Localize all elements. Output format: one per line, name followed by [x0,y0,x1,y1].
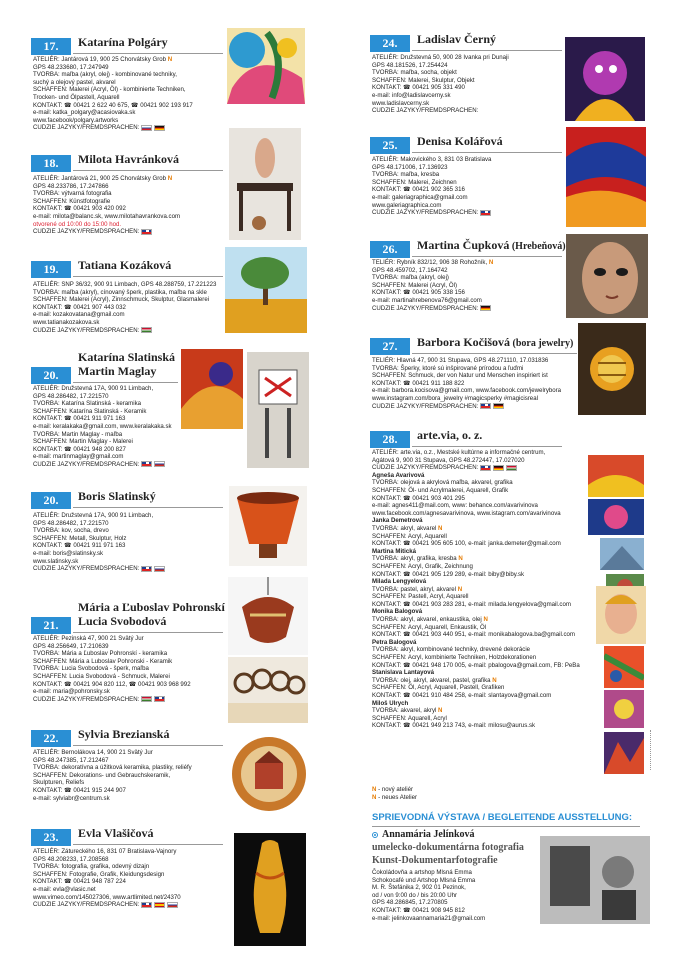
artwork-thumbnail [181,349,243,429]
artist-name-second: Lucia Svobodová [78,614,167,628]
divider [650,730,652,770]
detail-line: e-mail: evla@vlasic.net [33,885,96,893]
flag-gb-icon [141,566,152,572]
artwork-thumbnail [578,323,646,415]
detail-line: www.galeriagraphica.com [372,201,442,209]
detail-line: SCHAFFEN: Aquarell, Acryl [372,714,447,722]
artist-name: Sylvia Brezianská [78,727,170,741]
flag-de-icon [480,305,491,311]
flag-hu-icon [506,465,517,471]
detail-line: TVORBA: maľba (akryl, olej) [372,274,449,282]
artist-name: Ladislav Černý [417,32,497,46]
detail-line: CUDZIE JAZYKY/FREMDSPRACHEN: [372,403,561,411]
detail-line: CUDZIE JAZYKY/FREMDSPRACHEN: [33,565,165,573]
detail-line: www.ladislavcerny.sk [372,99,430,107]
entry-details [33,749,192,802]
detail-line: CUDZIE JAZYKY/FREMDSPRACHEN: [372,464,580,472]
entry-details [33,281,216,334]
artwork-thumbnail [234,833,306,946]
detail-line: TVORBA: maľba (akryl, olej) - kombinované techniky, [33,71,177,79]
flag-gb-icon [480,403,491,409]
detail-line: TVORBA: olejová a akrylová maľba, akvarel, grafika [372,479,513,487]
flag-gb-icon [141,229,152,235]
detail-line: GPS 48.286482, 17.221570 [33,392,109,400]
detail-line: KONTAKT: ☎ 00421 948 200 827 [33,445,126,453]
detail-line: SCHAFFEN: Künstfotografie [33,197,111,205]
detail-line: GPS 48.171006, 17.136923 [372,163,448,171]
flag-sk-icon [141,125,152,131]
member-name: Janka Demetrová [372,517,423,525]
flag-gb-icon [480,210,491,216]
detail-line: KONTAKT: ☎ 00421 903 420 092 [33,205,126,213]
detail-line: ATELIÉR: Zátureckého 16, 831 07 Bratislava-Vajnory [33,848,177,855]
detail-line: www.instagram.com/bora_jewelry #magicsperky #magicisreal [372,394,538,402]
artwork-thumbnail [588,499,644,535]
detail-line: Skulpturen, Reliefs [33,779,85,787]
detail-line: TVORBA: maľba, kresba [372,171,440,179]
detail-line: SCHAFFEN: Metall, Skulptur, Holz [33,534,127,542]
detail-line: GPS 48.256649, 17.210639 [33,642,109,650]
entry-number: 18. [31,155,71,172]
flag-es-icon [154,902,165,908]
entry-details [33,385,172,469]
detail-line: e-mail: kozakovatana@gmail.com [33,311,125,319]
detail-line: TVORBA: Mária a Ľuboslav Pohronskí - keramika [33,650,168,658]
member-name: Martina Mitická [372,547,417,555]
detail-line: SCHAFFEN: Öl- und Acrylmalerei, Aquarell, Grafik [372,486,509,494]
member-name: Petra Balogová [372,638,417,646]
detail-line: KONTAKT: ☎ 00421 949 213 743, e-mail: milosu@aurus.sk [372,722,536,730]
artwork-thumbnail [604,732,644,774]
entry-number: 19. [31,261,71,278]
artwork-thumbnail [588,455,644,497]
detail-line: GPS 48.233680, 17.247949 [33,63,109,71]
detail-line: TVORBA: maľba (akryl), cínovaný šperk, plastika, maľba na skle [33,288,207,296]
detail-line: e-mail: galeriagraphica@gmail.com [372,193,468,201]
detail-line: KONTAKT: ☎ 00421 903 283 281, e-mail: milada.lengyelova@gmail.com [372,600,571,608]
new-atelier-marker: N [458,555,463,563]
entry-number: 27. [370,338,410,355]
special-exhibition-title: SPRIEVODNÁ VÝSTAVA / BEGLEITENDE AUSSTELLUNG: [372,812,633,823]
detail-line: SCHAFFEN: Martin Maglay - Malerei [33,438,133,446]
detail-line: GPS 48.233786, 17.247866 [33,182,109,190]
detail-line: TVORBA: akryl, akvarel N [372,524,443,532]
flag-ru-icon [154,566,165,572]
new-atelier-marker: N [167,56,173,63]
artwork-thumbnail [540,836,650,924]
entry-number: 22. [31,730,71,747]
detail-line: TVORBA: fotografia, grafika, odevný dizajn [33,863,150,871]
detail-line: KONTAKT: ☎ 00421 905 338 156 [372,289,465,297]
new-atelier-marker: N [438,707,443,715]
detail-line: TELIÉR: Rybník 832/12, 906 38 Rohožník, N [372,259,494,266]
detail-line: ATELIÉR: Družstevná 17A, 900 91 Limbach, [33,385,154,392]
detail-line: KONTAKT: ☎ 00421 2 622 40 675, ☎ 00421 902 193 917 [33,101,193,109]
detail-line: CUDZIE JAZYKY/FREMDSPRACHEN: [33,461,172,469]
detail-line: ATELIÉR: Jantárová 21, 900 25 Chorvátsky Grob N [33,175,173,182]
detail-line: CUDZIE JAZYKY/FREMDSPRACHEN: [33,901,181,909]
special-subtitle-sk: umelecko-dokumentárna fotografia [372,842,524,853]
entry-details [33,848,181,909]
detail-line: TVORBA: akvarel, akryl N [372,707,443,715]
detail-line: otvorené od 10:00 do 15:00 hod. [33,220,122,228]
artwork-thumbnail [604,646,644,688]
new-atelier-marker: N [488,259,494,266]
flag-ru-icon [167,902,178,908]
detail-line: ATELIÉR: Pezinská 47, 900 21 Svätý Jur [33,635,144,642]
detail-line: TVORBA: Šperky, ktoré sú inšpirované prírodou a ľuďmi [372,364,524,372]
detail-line: ATELIÉR: Makovického 3, 831 03 Bratislava [372,156,492,163]
detail-line: SCHAFFEN: Pastell, Acryl, Aquarell [372,593,469,601]
artist-name-second: Martin Maglay [78,364,157,378]
detail-line: GPS 48.208233, 17.208568 [33,855,109,863]
detail-line: TELIÉR: Hlavná 47, 900 31 Stupava, GPS 48.271110, 17.031836 [372,357,549,364]
entry-28 [339,424,678,730]
detail-line: SCHAFFEN: Dekorations- und Gebrauchskeramik, [33,771,171,779]
artist-name: Evla Vlašičová [78,826,154,840]
artwork-thumbnail [225,247,307,333]
entry-number: 17. [31,38,71,55]
detail-line: SCHAFFEN: Schmuck, der von Natur und Menschen inspiriert ist [372,372,548,380]
flag-de-icon [493,403,504,409]
special-subtitle-de: Kunst-Dokumentarfotografie [372,855,498,866]
detail-line: TVORBA: olej, akryl, akvarel, pastel, grafika N [372,676,497,684]
artwork-thumbnail [229,486,307,566]
entry-number: 20. [31,492,71,509]
detail-line: Agátová 9, 900 31 Stupava, GPS 48.272447, 17.027020 [372,456,525,464]
special-details: Čokoládovňa a artshop Mlsná Emma Schokocafé und Artshop Mlsná Emma M. R. Štefánika 2, 902 01 Pezinok, od / von 9:00 do / bis 20:00 Uhr GPS 48.286845, 17.270805 KONTAKT: ☎ 00421 908 945 812 e-mail: jelinkovaannamaria21@gmail.com [372,869,486,922]
detail-line: KONTAKT: ☎ 00421 948 787 224 [33,878,126,886]
detail-line: SCHAFFEN: Malerei (Acryl, Öl) - kombinierte Techniken, [33,86,186,94]
flag-gb-icon [154,696,165,702]
detail-line: TVORBA: Martin Maglay - maľba [33,430,123,438]
detail-line: e-mail: agnes411@mail.com, www: behance.com/avarivinova [372,502,538,510]
detail-line: ATELIÉR: arte.via, o.z., Mestské kultúrne a informačné centrum, [372,449,546,456]
detail-line: e-mail: info@ladislavcerny.sk [372,91,451,99]
detail-line: e-mail: barbora.kocisova@gmail.com, www.facebook.com/jewelrybora [372,387,562,395]
flag-gb-icon [480,465,491,471]
artist-name: Katarína Polgáry [78,35,168,49]
detail-line: SCHAFFEN: Öl, Acryl, Aquarell, Pastell, Grafiken [372,684,505,692]
detail-line: TVORBA: akryl, kombinované techniky, drevené dekorácie [372,646,531,654]
detail-line: TVORBA: dekoratívna a úžitková keramika, plastiky, reliéfy [33,764,192,772]
member-name: Miloš Ulrych [372,699,409,707]
artwork-thumbnail [228,577,308,655]
entry-number: 24. [370,35,410,52]
detail-line: SCHAFFEN: Acryl, kombinierte Techniken, Holzdekorationen [372,654,537,662]
detail-line: KONTAKT: ☎ 00421 902 365 316 [372,186,465,194]
detail-line: CUDZIE JAZYKY/FREMDSPRACHEN: [33,124,193,132]
artist-name: Mária a Ľuboslav Pohronskí [78,600,225,614]
detail-line: KONTAKT: ☎ 00421 910 484 258, e-mail: slantayova@gmail.com [372,692,552,699]
detail-line: KONTAKT: ☎ 00421 904 820 112, ☎ 00421 903 968 992 [33,680,191,688]
detail-line: TVORBA: výtvarná fotografia [33,190,112,198]
legend: N - nový ateliér N - neues Atelier [372,786,418,801]
flag-hu-icon [141,696,152,702]
artist-name: Tatiana Kozáková [78,258,172,272]
detail-line: e-mail: maria@pohronsky.sk [33,688,110,696]
detail-line: www.facebook.com/agnesavarivinova, www.istagram.com/avarivinova [372,509,561,517]
divider [372,826,640,827]
artwork-thumbnail [228,657,308,723]
detail-line: SCHAFFEN: Acryl, Grafik, Zeichnung [372,562,473,570]
detail-line: TVORBA: akryl, grafika, kresba N [372,555,463,563]
artist-name: Barbora Kočišová (bora jewelry) [417,335,574,349]
detail-line: e-mail: martinmaglay@gmail.com [33,453,124,461]
entry-number: 20. [31,367,71,384]
artist-name: arte.via, o. z. [417,428,483,442]
detail-line: e-mail: katka_polgary@acasiovaka.sk [33,109,136,117]
detail-line: CUDZIE JAZYKY/FREMDSPRACHEN: [372,209,491,217]
member-name: Milada Lengyelová [372,578,427,586]
detail-line: TVORBA: Lucia Svobodová - šperk, maľba [33,665,149,673]
artwork-thumbnail [227,28,305,104]
detail-line: KONTAKT: ☎ 00421 911 971 163 [33,542,126,550]
member-name: Stanislava Lantayová [372,669,434,677]
entry-details [33,175,180,236]
detail-line: ATELIÉR: Družstevná 17A, 900 91 Limbach, [33,512,154,519]
artist-name: Denisa Kolářová [417,134,503,148]
detail-line: ATELIÉR: Bernolákova 14, 900 21 Svätý Jur [33,749,153,756]
detail-line: www.vimeo.com/145027306, www.artlimited.net/24370 [33,893,181,901]
detail-line: e-mail: keralakaka@gmail.com, www.keralakaka.sk [33,422,172,430]
detail-line: Trocken- und Ölpastell, Aquarell [33,93,120,101]
artwork-thumbnail [565,37,645,121]
detail-line: SCHAFFEN: Malerei (Acryl, Öl) [372,281,457,289]
new-atelier-marker: N [457,585,463,593]
artwork-thumbnail [247,352,309,468]
detail-line: KONTAKT: ☎ 00421 911 971 163 [33,415,126,423]
member-name: Agneša Avarivová [372,471,425,479]
detail-line: TVORBA: pastel, akryl, akvarel N [372,585,463,593]
special-artist-name: Annamária Jelínková [372,829,475,840]
entry-details [372,156,491,217]
detail-line: TVORBA: Katarína Slatinská - keramika [33,400,142,408]
artwork-thumbnail [229,128,301,240]
detail-line: SCHAFFEN: Katarína Slatinská - Keramik [33,407,147,415]
entry-details [33,512,165,573]
detail-line: SCHAFFEN: Lucia Svobodová - Schmuck, Malerei [33,672,170,680]
entry-number: 21. [31,617,71,634]
entry-details [372,259,493,312]
entry-details [372,357,561,410]
artwork-thumbnail [600,538,644,570]
entry-number: 25. [370,137,410,154]
detail-line: TVORBA: kov, socha, drevo [33,527,109,535]
target-icon [372,832,378,838]
detail-line: CUDZIE JAZYKY/FREMDSPRACHEN: [33,696,191,704]
entry-number: 28. [370,431,410,448]
detail-line: CUDZIE JAZYKY/FREMDSPRACHEN: [33,228,180,236]
detail-line: TVORBA: maľba, socha, objekt [372,69,457,77]
detail-line: www.facebook/polgary.artworks [33,116,119,124]
detail-line: GPS 48.286482, 17.221570 [33,519,109,527]
detail-line: suchý a olejový pastel, akvarel [33,78,116,86]
detail-line: KONTAKT: ☎ 00421 905 605 100, e-mail: janka.demeter@gmail.com [372,540,561,548]
detail-line: KONTAKT: ☎ 00421 948 170 005, e-mail: pbalogova@gmail.com, FB: PeBa [372,661,580,669]
detail-line: e-mail: boris@slatinsky.sk [33,549,104,557]
detail-line: KONTAKT: ☎ 00421 903 440 951, e-mail: monikabalogova.ba@gmail.com [372,631,576,639]
detail-line: CUDZIE JAZYKY/FREMDSPRACHEN: [372,107,479,115]
detail-line: e-mail: sylviabr@centrum.sk [33,794,110,802]
detail-line: GPS 48.459702, 17.164742 [372,266,448,274]
detail-line: KONTAKT: ☎ 00421 907 443 032 [33,303,126,311]
entry-number: 26. [370,241,410,258]
entry-details [33,635,191,703]
detail-line: KONTAKT: ☎ 00421 905 331 490 [372,84,465,92]
artist-name: Milota Havránková [78,152,179,166]
detail-line: ATELIÉR: Družstevná 50, 900 28 Ivanka pri Dunaji [372,54,509,61]
detail-line: ATELIÉR: SNP 36/32, 900 91 Limbach, GPS 48.288759, 17.221223 [33,281,217,288]
detail-line: e-mail: milota@balanc.sk, www.milotahavrankova.com [33,212,181,220]
detail-line: KONTAKT: ☎ 00421 911 188 822 [372,379,465,387]
detail-line: SCHAFFEN: Malerei, Skulptur, Objekt [372,76,475,84]
detail-line: KONTAKT: ☎ 00421 915 244 907 [33,786,126,794]
detail-line: KONTAKT: ☎ 00421 903 401 295 [372,494,465,502]
detail-line: SCHAFFEN: Fotografie, Grafik, Kleidungsdesign [33,870,165,878]
detail-line: SCHAFFEN: Acryl, Aquarell [372,532,447,540]
entry-details [372,54,509,115]
detail-line: SCHAFFEN: Malerei (Acryl), Zinnschmuck, Skulptur, Glasmalerei [33,296,210,304]
detail-line: SCHAFFEN: Malerei, Zeichnen [372,178,457,186]
detail-line: SCHAFFEN: Mária a Luboslav Pohronski - Keramik [33,657,173,665]
detail-line: GPS 48.247385, 17.212467 [33,756,109,764]
flag-ru-icon [154,461,165,467]
flag-gb-icon [141,461,152,467]
artwork-thumbnail [566,127,646,227]
artist-name: Boris Slatinský [78,489,156,503]
detail-line: TVORBA: akryl, akvarel, enkaustika, olej N [372,616,488,624]
detail-line: CUDZIE JAZYKY/FREMDSPRACHEN: [372,305,493,313]
entry-details [33,56,193,132]
detail-line: GPS 48.181526, 17.254424 [372,61,448,69]
detail-line: SCHAFFEN: Acryl, Aquarell, Enkaustik, Öl [372,623,487,631]
new-atelier-marker: N [167,175,173,182]
new-atelier-marker: N [438,524,443,532]
entry-details [372,449,580,730]
detail-line: KONTAKT: ☎ 00421 905 129 289, e-mail: biby@biby.sk [372,570,525,578]
flag-de-icon [493,465,504,471]
detail-line: www.slatinsky.sk [33,557,79,565]
member-name: Monika Balogová [372,608,423,616]
artwork-thumbnail [604,690,644,728]
new-atelier-marker: N [483,616,488,624]
detail-line: www.tatianakozakova.sk [33,318,100,326]
artwork-thumbnail [566,234,648,318]
detail-line: ATELIÉR: Jantárová 19, 900 25 Chorvátsky Grob N [33,56,173,63]
new-atelier-marker: N [492,676,497,684]
detail-line: CUDZIE JAZYKY/FREMDSPRACHEN: [33,327,216,335]
flag-de-icon [154,125,165,131]
artwork-thumbnail [230,735,308,813]
entry-number: 23. [31,829,71,846]
flag-hu-icon [141,327,152,333]
flag-gb-icon [141,902,152,908]
artwork-thumbnail [596,586,646,644]
artist-name: Martina Čupková (Hrebeňová) [417,238,566,252]
artist-name: Katarína Slatinská [78,350,176,364]
detail-line: e-mail: martinahrebenova76@gmail.com [372,296,482,304]
